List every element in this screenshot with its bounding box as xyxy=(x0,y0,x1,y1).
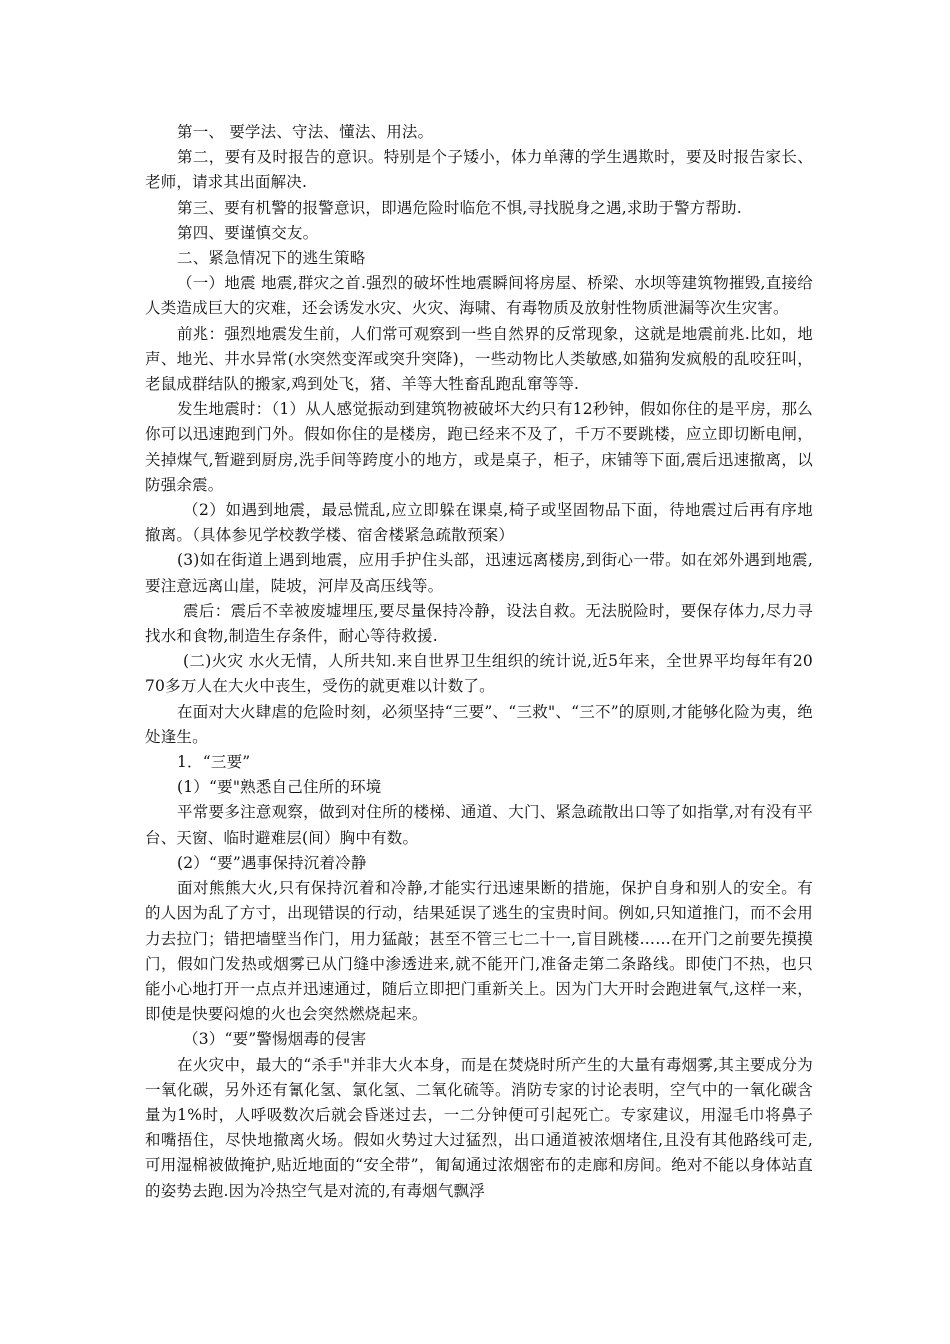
section-heading-escape: 二、紧急情况下的逃生策略 xyxy=(177,249,366,268)
subheading-toxic-smoke: （3）“要”警惕烟毒的侵害 xyxy=(183,1030,367,1049)
paragraph-know-environment: 平常要多注意观察，做到对住所的楼梯、通道、大门、紧急疏散出口等了如指掌,对有没有平台、天窗、临时避难层(间）胸中有数。 xyxy=(145,803,813,847)
subheading-know-environment: (1）“要"熟悉自己住所的环境 xyxy=(177,778,382,797)
paragraph-after-earthquake: 震后：震后不幸被废墟埋压,要尽量保持冷静，设法自救。无法脱险时，要保存体力,尽力寻找水和食物,制造生存条件，耐心等待救援. xyxy=(145,601,813,646)
paragraph-third-rule: 第三、要有机警的报警意识，即遇危险时临危不惧,寻找脱身之遇,求助于警方帮助. xyxy=(177,198,742,217)
subheading-stay-calm: (2）“要”遇事保持沉着冷静 xyxy=(177,853,367,872)
paragraph-toxic-smoke: 在火灾中，最大的“杀手"并非大火本身，而是在焚烧时所产生的大量有毒烟雾,其主要成分为一氧化碳，另外还有氰化氢、氯化氢、二氧化硫等。消防专家的讨论表明，空气中的一氧化碳含量为1%时，人呼吸数次后就会昏迷过去，一二分钟便可引起死亡。专家建议，用湿毛巾将鼻子和嘴捂住，尽快地撤离火场。假如火势过大过猛烈，出口通道被浓烟堵住,且没有其他路线可走,可用湿棉被做掩护,贴近地面的“安全带”，匍匐通过浓烟密布的走廊和房间。绝对不能以身体站直的姿势去跑.因为冷热空气是对流的,有毒烟气飘浮 xyxy=(145,1055,813,1200)
paragraph-fourth-rule: 第四、要谨慎交友。 xyxy=(177,223,319,242)
document-page xyxy=(145,120,813,1204)
paragraph-fire-intro: (二)火灾 水火无情，人所共知.来自世界卫生组织的统计说,近5年来，全世界平均每年有2070多万人在大火中丧生，受伤的就更难以计数了。 xyxy=(145,652,813,696)
paragraph-second-rule: 第二，要有及时报告的意识。特别是个子矮小，体力单薄的学生遇欺时，要及时报告家长、老师，请求其出面解决. xyxy=(145,148,813,192)
paragraph-fire-principles: 在面对大火肆虐的危险时刻，必须坚持“三要”、“三救"、“三不”的原则,才能够化险为夷，绝处逢生。 xyxy=(145,702,813,746)
paragraph-earthquake-intro: （一）地震 地震,群灾之首.强烈的破坏性地震瞬间将房屋、桥梁、水坝等建筑物摧毁,直接给人类造成巨大的灾难，还会诱发水灾、火灾、海啸、有毒物质及放射性物质泄漏等次生灾害。 xyxy=(145,274,813,318)
subheading-three-musts: 1．“三要” xyxy=(177,753,251,772)
paragraph-first-rule: 第一、 要学法、守法、懂法、用法。 xyxy=(177,123,434,141)
paragraph-earthquake-signs: 前兆：强烈地震发生前，人们常可观察到一些自然界的反常现象，这就是地震前兆.比如，地声、地光、井水异常(水突然变浑或突升突降)，一些动物比人类敏感,如猫狗发疯般的乱咬狂叫，老鼠成群结队的搬家,鸡到处飞，猪、羊等大牲畜乱跑乱窜等等. xyxy=(145,324,813,394)
paragraph-earthquake-school: （2）如遇到地震，最忌慌乱,应立即躲在课桌,椅子或坚固物品下面，待地震过后再有序地撤离。（具体参见学校教学楼、宿舍楼紧急疏散预案） xyxy=(145,501,813,545)
paragraph-earthquake-street: (3)如在街道上遇到地震，应用手护住头部，迅速远离楼房,到街心一带。如在郊外遇到地震,要注意远离山崖，陡坡，河岸及高压线等。 xyxy=(145,551,813,595)
paragraph-during-earthquake: 发生地震时：（1）从人感觉振动到建筑物被破坏大约只有12秒钟，假如你住的是平房，那么你可以迅速跑到门外。假如你住的是楼房，跑已经来不及了，千万不要跳楼，应立即切断电闸，关掉煤气,暂避到厨房,洗手间等跨度小的地方，或是桌子，柜子，床铺等下面,震后迅速撤离，以防强余震。 xyxy=(145,400,813,494)
paragraph-stay-calm: 面对熊熊大火,只有保持沉着和冷静,才能实行迅速果断的措施，保护自身和别人的安全。有的人因为乱了方寸，出现错误的行动，结果延误了逃生的宝贵时间。例如,只知道推门，而不会用力去拉门；错把墙壁当作门，用力猛敲；甚至不管三七二十一,盲目跳楼……在开门之前要先摸摸门，假如门发热或烟雾已从门缝中渗透进来,就不能开门,准备走第二条路线。即使门不热，也只能小心地打开一点点并迅速通过，随后立即把门重新关上。因为门大开时会跑进氧气,这样一来，即使是快要闷熄的火也会突然燃烧起来。 xyxy=(145,879,813,1024)
